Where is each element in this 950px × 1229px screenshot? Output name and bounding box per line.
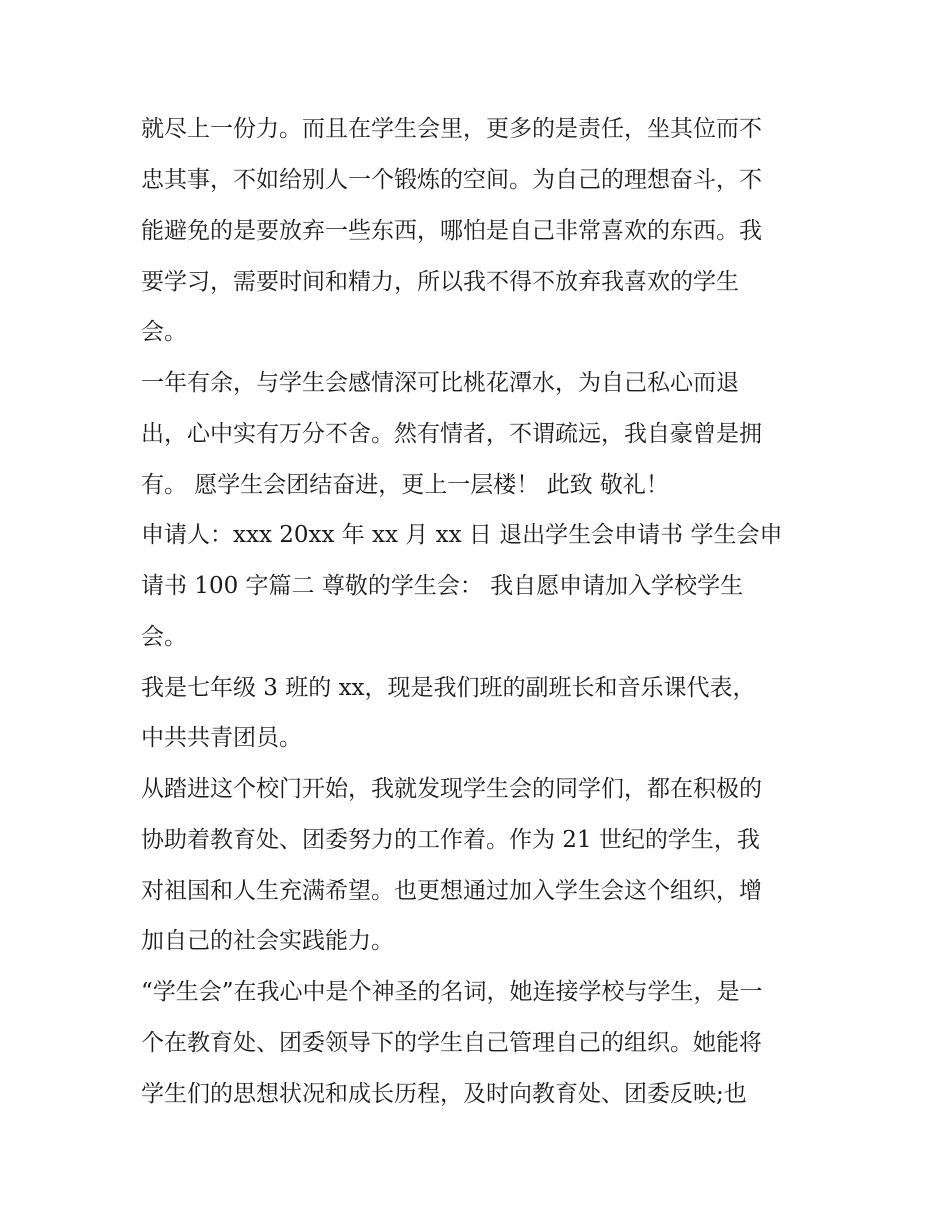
text-line: 出，心中实有万分不舍。然有情者，不谓疏远，我自豪曾是拥 bbox=[141, 421, 762, 447]
text-line: 我是七年级 3 班的 xx，现是我们班的副班长和音乐课代表， bbox=[141, 675, 756, 701]
text-line: 中共共青团员。 bbox=[141, 725, 302, 751]
text-line: 加自己的社会实践能力。 bbox=[141, 928, 394, 954]
text-line: 要学习，需要时间和精力，所以我不得不放弃我喜欢的学生 bbox=[141, 269, 739, 295]
text-line: 对祖国和人生充满希望。也更想通过加入学生会这个组织，增 bbox=[141, 878, 762, 904]
text-line: 有。 愿学生会团结奋进，更上一层楼！ 此致 敬礼！ bbox=[141, 472, 669, 498]
text-line: 从踏进这个校门开始，我就发现学生会的同学们，都在积极的 bbox=[141, 776, 762, 802]
text-line: 会。 bbox=[141, 624, 187, 650]
text-line: 能避免的是要放弃一些东西，哪怕是自己非常喜欢的东西。我 bbox=[141, 218, 762, 244]
text-line: 会。 bbox=[141, 319, 187, 345]
text-line: 就尽上一份力。而且在学生会里，更多的是责任，坐其位而不 bbox=[141, 116, 762, 142]
text-line: 个在教育处、团委领导下的学生自己管理自己的组织。她能将 bbox=[141, 1030, 762, 1056]
text-line: 一年有余，与学生会感情深可比桃花潭水，为自己私心而退 bbox=[141, 370, 739, 396]
text-line: 请书 100 字篇二 尊敬的学生会： 我自愿申请加入学校学生 bbox=[141, 573, 744, 599]
text-line: 申请人：xxx 20xx 年 xx 月 xx 日 退出学生会申请书 学生会申 bbox=[141, 522, 783, 548]
text-line: 忠其事，不如给别人一个锻炼的空间。为自己的理想奋斗，不 bbox=[141, 167, 762, 193]
text-line: 协助着教育处、团委努力的工作着。作为 21 世纪的学生，我 bbox=[141, 827, 760, 853]
text-line: 学生们的思想状况和成长历程，及时向教育处、团委反映;也 bbox=[141, 1081, 747, 1107]
text-line: “学生会”在我心中是个神圣的名词，她连接学校与学生，是一 bbox=[141, 979, 763, 1005]
